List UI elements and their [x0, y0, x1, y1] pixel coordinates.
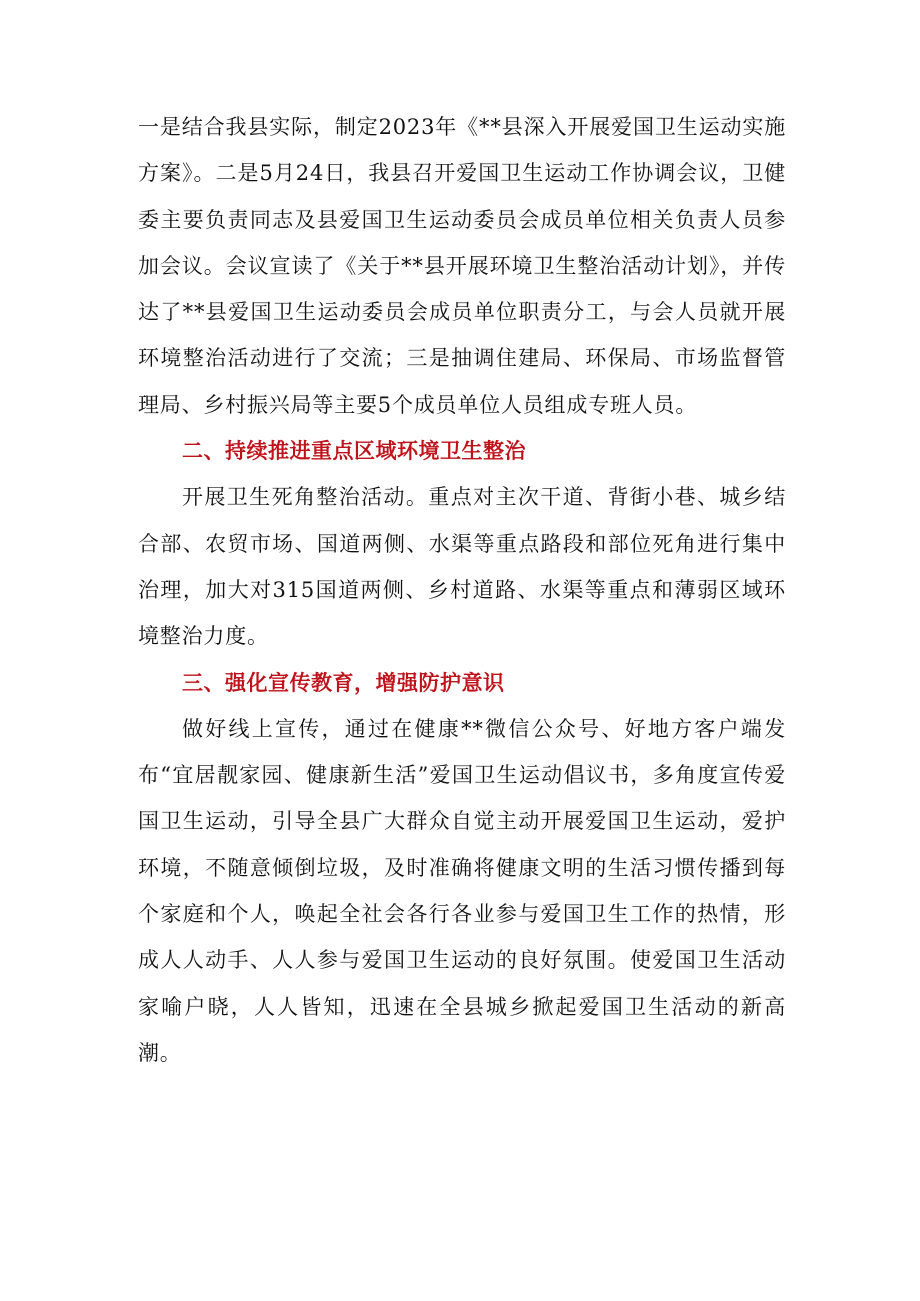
- paragraph-publicity: 做好线上宣传，通过在健康**微信公众号、好地方客户端发布“宜居靓家园、健康新生活”爱国卫生运动倡议书，多角度宣传爱国卫生运动，引导全县广大群众自觉主动开展爱国卫生运动，爱护环境，不随意倾倒垃圾，及时准确将健康文明的生活习惯传播到每个家庭和个人，唤起全社会各行各业参与爱国卫生工作的热情，形成人人动手、人人参与爱国卫生运动的良好氛围。使爱国卫生活动家喻户晓，人人皆知，迅速在全县城乡掀起爱国卫生活动的新高潮。: [138, 716, 786, 1065]
- section-heading-3: 三、强化宣传教育，增强防护意识: [182, 670, 505, 695]
- document-page: [138, 104, 786, 1076]
- paragraph-cleanup: 开展卫生死角整治活动。重点对主次干道、背街小巷、城乡结合部、农贸市场、国道两侧、水渠等重点路段和部位死角进行集中治理，加大对315国道两侧、乡村道路、水渠等重点和薄弱区域环境整治力度。: [138, 485, 786, 649]
- paragraph-measures: 一是结合我县实际，制定2023年《**县深入开展爱国卫生运动实施方案》。二是5月24日，我县召开爱国卫生运动工作协调会议，卫健委主要负责同志及县爱国卫生运动委员会成员单位相关负责人员参加会议。会议宣读了《关于**县开展环境卫生整治活动计划》，并传达了**县爱国卫生运动委员会成员单位职责分工，与会人员就开展环境整治活动进行了交流；三是抽调住建局、环保局、市场监督管理局、乡村振兴局等主要5个成员单位人员组成专班人员。: [138, 115, 786, 417]
- section-heading-2: 二、持续推进重点区域环境卫生整治: [182, 439, 526, 464]
